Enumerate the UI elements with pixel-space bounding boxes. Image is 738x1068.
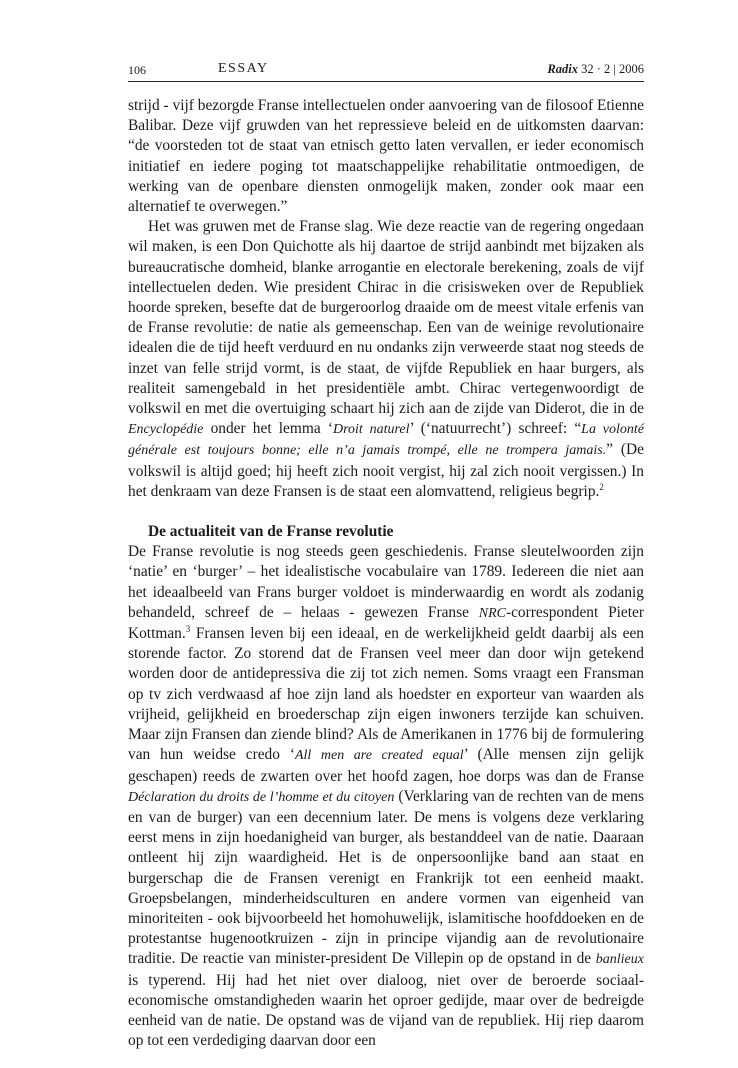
footnote-reference: 2 xyxy=(599,481,604,492)
body-paragraph xyxy=(128,217,644,502)
body-paragraph xyxy=(128,542,644,1051)
header-rule xyxy=(128,81,644,82)
italic-term: Droit naturel xyxy=(332,422,410,438)
italic-term: Encyclopédie xyxy=(128,422,204,438)
section-heading xyxy=(128,522,644,542)
page-number: 106 xyxy=(128,63,146,77)
journal-issue: 32 · 2 | 2006 xyxy=(581,62,644,76)
italic-term: Déclaration du droits de l’homme et du citoyen xyxy=(128,789,395,805)
running-header xyxy=(128,61,644,81)
text-segment: onder het lemma ‘ xyxy=(203,420,333,438)
article-body xyxy=(128,96,644,1051)
italic-term: banlieux xyxy=(595,952,644,968)
italic-term: NRC xyxy=(478,605,506,621)
section-title: ESSAY xyxy=(218,61,269,76)
text-segment: De actualiteit van de Franse revolutie xyxy=(148,523,394,541)
italic-term: La volonté générale est toujours bonne; elle n’a jamais trompé, elle ne trompera jamais. xyxy=(128,422,644,459)
italic-term: All men are created equal xyxy=(294,748,464,764)
text-segment: ” (De volkswil is altijd goed; hij heeft zich nooit vergist, hij zal zich nooit vergissen.) In het denkraam van deze Fransen is de staat een alomvattend, religieus begrip. xyxy=(128,441,644,500)
text-segment: strijd - vijf bezorgde Franse intellectuelen onder aanvoering van de filosoof Etienne Balibar. Deze vijf gruwden van het repressieve beleid en de uitkomsten daarvan: “de voorsteden tot de staat van etnisch getto laten vervallen, er ieder economisch initiatief en iedere poging tot maatschappelijke rehabilitatie ontmoedigen, de werking van de openbare diensten onmogelijk maken, zonder ook maar een alternatief te overwegen.” xyxy=(128,97,644,216)
text-segment: -correspondent Pieter Kottman. xyxy=(128,603,644,643)
text-segment: (Verklaring van de rechten van de mens en van de burger) van een decennium later. De mens is volgens deze verklaring eerst mens in zijn hoedanigheid van burger, als bestanddeel van de natie. Daaraan ontleent hij zijn waardigheid. Het is de onpersoonlijke band aan staat en burgerschap die de Fransen verenigt en Frankrijk tot een eenheid maakt. Groepsbelangen, minderheidsculturen en andere vormen van eigenheid van minoriteiten - ook bijvoorbeeld het homohuwelijk, islamitische hoofddoeken en de protestantse hugenootkruizen - zijn in principe vijandig aan de revolutionaire traditie. De reactie van minister-president De Villepin op de opstand in de xyxy=(128,787,644,968)
text-segment: ’ (Alle mensen zijn gelijk geschapen) reeds de zwarten over het hoofd zagen, hoe dorps was dan de Franse xyxy=(128,746,644,785)
journal-reference xyxy=(547,62,644,77)
journal-name: Radix xyxy=(547,62,578,76)
text-segment: De Franse revolutie is nog steeds geen geschiedenis. Franse sleutelwoorden zijn ‘natie’ en ‘burger’ – het idealistische vocabulaire van 1789. Iedereen die niet aan het ideaalbeeld van Frans burger voldoet is minderwaardig en wordt als zodanig behandeld, schreef de – helaas - gewezen Franse xyxy=(128,543,644,621)
text-segment: ’ (‘natuurrecht’) schreef: “ xyxy=(409,420,582,438)
text-segment: Het was gruwen met de Franse slag. Wie deze reactie van de regering ongedaan wil maken, is een Don Quichotte als hij daartoe de strijd aanbindt met bijzaken als bureaucratische domheid, blanke arrogantie en electorale berekening, zoals de vijf intellectuelen deden. Wie president Chirac in die crisisweken over de Republiek hoorde spreken, besefte dat de burgeroorlog draaide om de meest vitale erfenis van de Franse revolutie: de natie als gemeenschap. Een van de weinige revolutionaire idealen die de tijd heeft verduurd en nu ondanks zijn verweerde staat nog steeds de inzet van felle strijd vormt, is de staat, de vijfde Republiek en haar burgers, als realiteit samengebald in het presidentiële ambt. Chirac vertegenwoordigt de volkswil en met die overtuiging schaart hij zich aan de zijde van Diderot, die in de xyxy=(128,218,644,418)
text-segment: is typerend. Hij had het niet over dialoog, niet over de beroerde sociaal-economische omstandigheden waarin het oproer gedijde, maar over de bedreigde eenheid van de natie. De opstand was de vijand van de republiek. Hij riep daarom op tot een verdediging daarvan door een xyxy=(128,971,644,1050)
text-segment: Fransen leven bij een ideaal, en de werkelijkheid geldt daarbij als een storende factor. Zo storend dat de Fransen veel meer dan door wijn getekend worden door de antidepressiva die zij tot zich nemen. Soms vraagt een Fransman op tv zich verdwaasd af hoe zijn land als hoedster en exporteur van waarden als vrijheid, gelijkheid en broederschap zijn eigen inwoners terzijde kan schuiven. Maar zijn Fransen dan ziende blind? Als de Amerikanen in 1776 bij de formulering van hun weidse credo ‘ xyxy=(128,625,644,764)
body-paragraph xyxy=(128,96,644,217)
footnote-reference: 3 xyxy=(185,623,191,634)
